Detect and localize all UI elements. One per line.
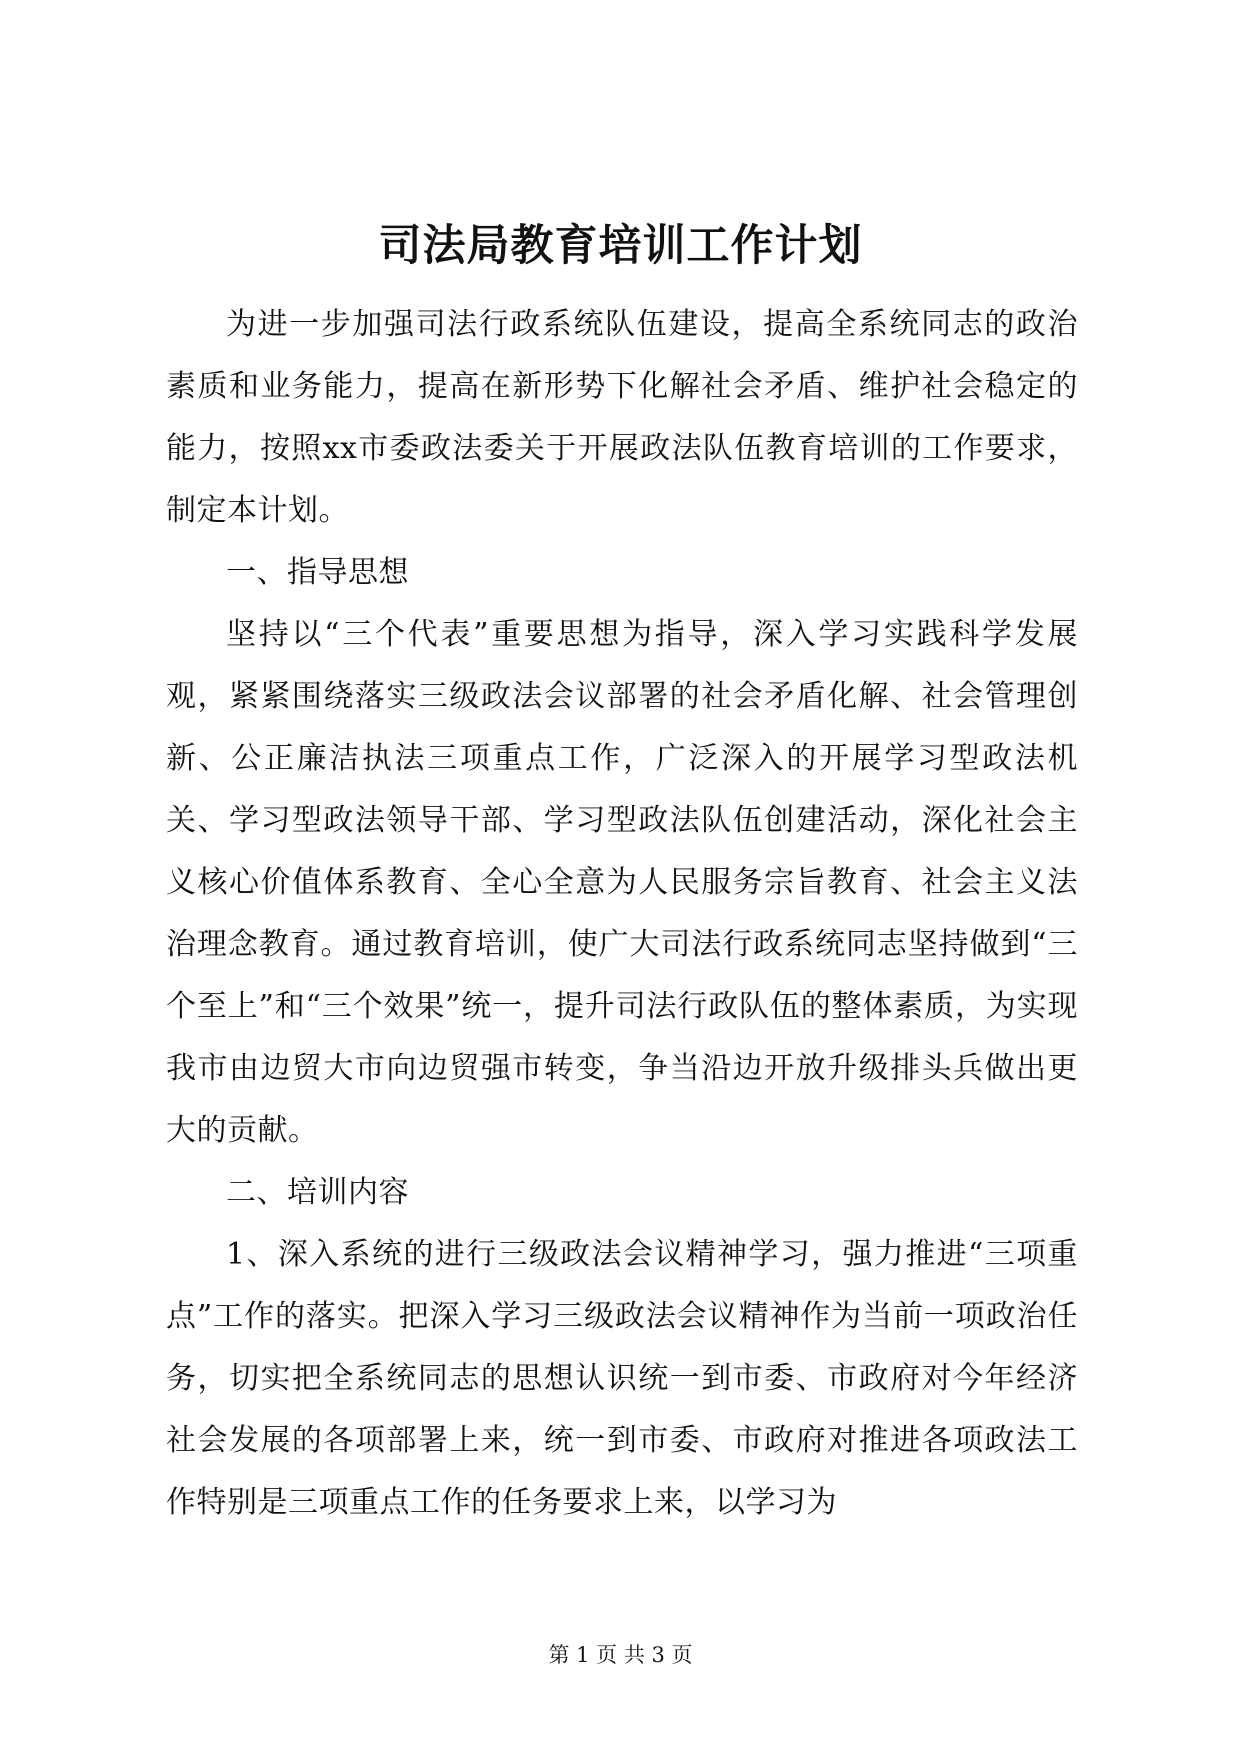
document-title: 司法局教育培训工作计划: [378, 221, 863, 271]
document-body: [166, 294, 1078, 1534]
paragraph-intro: 为进一步加强司法行政系统队伍建设，提高全系统同志的政治素质和业务能力，提高在新形势下化解社会矛盾、维护社会稳定的能力，按照xx市委政法委关于开展政法队伍教育培训的工作要求，制定本计划。: [166, 307, 1078, 528]
paragraph-guiding-ideology: 坚持以“三个代表”重要思想为指导，深入学习实践科学发展观，紧紧围绕落实三级政法会议部署的社会矛盾化解、社会管理创新、公正廉洁执法三项重点工作，广泛深入的开展学习型政法机关、学习型政法领导干部、学习型政法队伍创建活动，深化社会主义核心价值体系教育、全心全意为人民服务宗旨教育、社会主义法治理念教育。通过教育培训，使广大司法行政系统同志坚持做到“三个至上”和“三个效果”统一，提升司法行政队伍的整体素质，为实现我市由边贸大市向边贸强市转变，争当沿边开放升级排头兵做出更大的贡献。: [166, 617, 1078, 1148]
page-number-footer: 第 1 页 共 3 页: [548, 1643, 693, 1667]
section-heading-training-content: 二、培训内容: [226, 1175, 409, 1210]
paragraph-training-item-1: 1、深入系统的进行三级政法会议精神学习，强力推进“三项重点”工作的落实。把深入学习三级政法会议精神作为当前一项政治任务，切实把全系统同志的思想认识统一到市委、市政府对今年经济社会发展的各项部署上来，统一到市委、市政府对推进各项政法工作特别是三项重点工作的任务要求上来，以学习为: [166, 1237, 1078, 1520]
section-heading-guiding-ideology: 一、指导思想: [226, 555, 409, 590]
